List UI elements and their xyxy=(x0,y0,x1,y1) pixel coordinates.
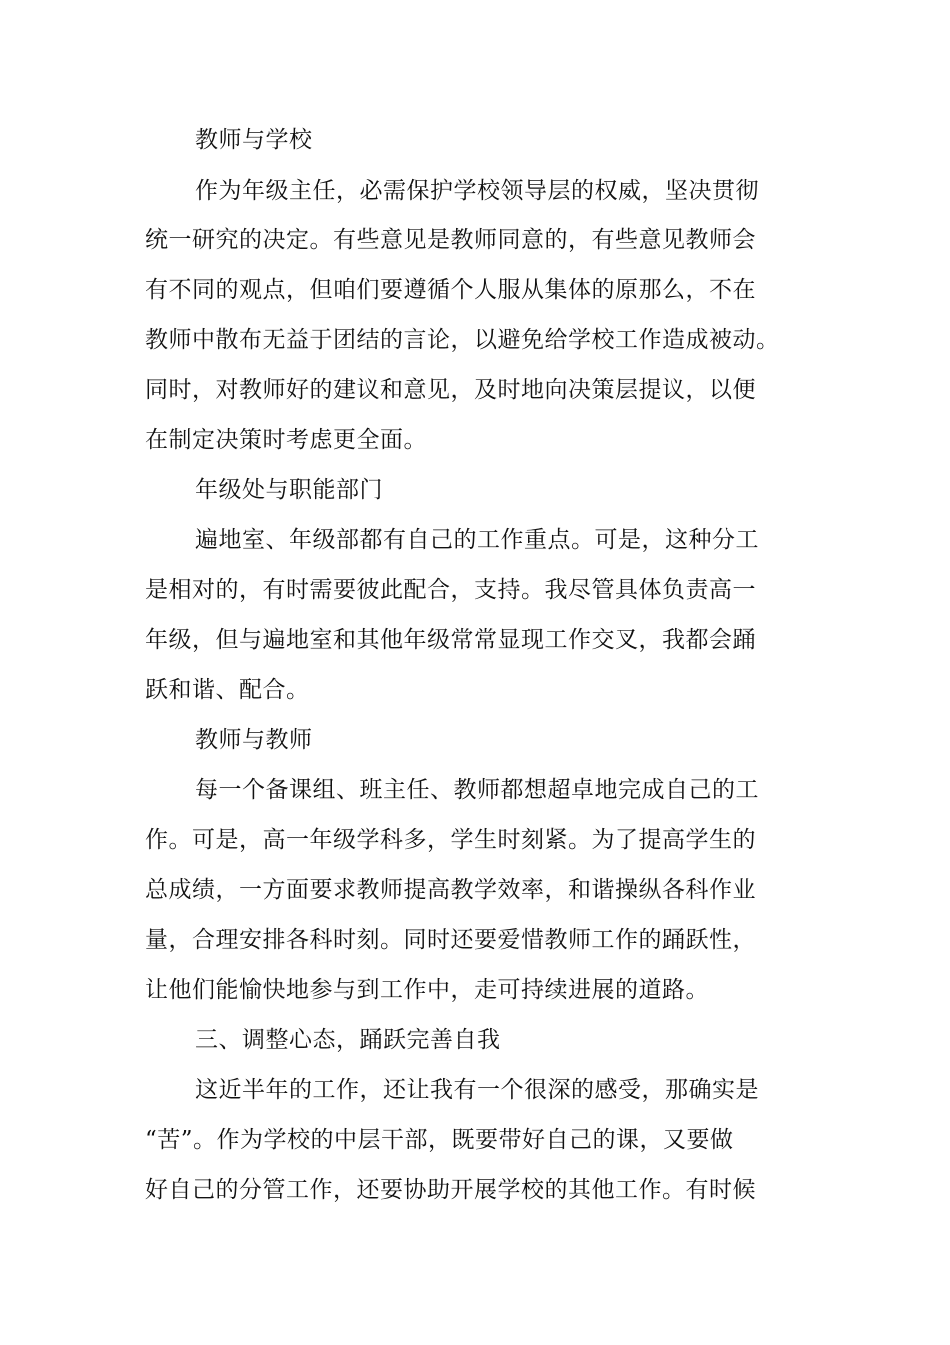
paragraph-line: 教师中散布无益于团结的言论，以避免给学校工作造成被动。 xyxy=(145,327,780,353)
paragraph-line: 让他们能愉快地参与到工作中，走可持续进展的道路。 xyxy=(145,977,709,1003)
section-heading: 三、调整心态，踊跃完善自我 xyxy=(195,1027,501,1053)
paragraph-line: 在制定决策时考虑更全面。 xyxy=(145,427,427,453)
paragraph-line: “苦”。作为学校的中层干部，既要带好自己的课，又要做 xyxy=(145,1127,734,1153)
paragraph-line: 统一研究的决定。有些意见是教师同意的，有些意见教师会 xyxy=(145,227,756,253)
paragraph-line: 作为年级主任，必需保护学校领导层的权威，坚决贯彻 xyxy=(195,178,759,204)
section-heading: 教师与教师 xyxy=(195,727,313,753)
paragraph-line: 总成绩，一方面要求教师提高教学效率，和谐操纵各科作业 xyxy=(145,877,756,903)
paragraph-line: 作。可是，高一年级学科多，学生时刻紧。为了提高学生的 xyxy=(145,827,756,853)
paragraph-line: 这近半年的工作，还让我有一个很深的感受，那确实是 xyxy=(195,1077,759,1103)
paragraph-line: 遍地室、年级部都有自己的工作重点。可是，这种分工 xyxy=(195,527,759,553)
section-heading: 年级处与职能部门 xyxy=(195,477,383,503)
paragraph-line: 有不同的观点，但咱们要遵循个人服从集体的原那么，不在 xyxy=(145,277,756,303)
section-heading: 教师与学校 xyxy=(195,127,313,153)
paragraph-line: 量，合理安排各科时刻。同时还要爱惜教师工作的踊跃性， xyxy=(145,927,756,953)
paragraph-line: 好自己的分管工作，还要协助开展学校的其他工作。有时候 xyxy=(145,1177,756,1203)
paragraph-line: 是相对的，有时需要彼此配合，支持。我尽管具体负责高一 xyxy=(145,577,756,603)
paragraph-line: 年级，但与遍地室和其他年级常常显现工作交叉，我都会踊 xyxy=(145,627,756,653)
paragraph-line: 每一个备课组、班主任、教师都想超卓地完成自己的工 xyxy=(195,777,759,803)
paragraph-line: 同时，对教师好的建议和意见，及时地向决策层提议，以便 xyxy=(145,377,756,403)
paragraph-line: 跃和谐、配合。 xyxy=(145,677,310,703)
